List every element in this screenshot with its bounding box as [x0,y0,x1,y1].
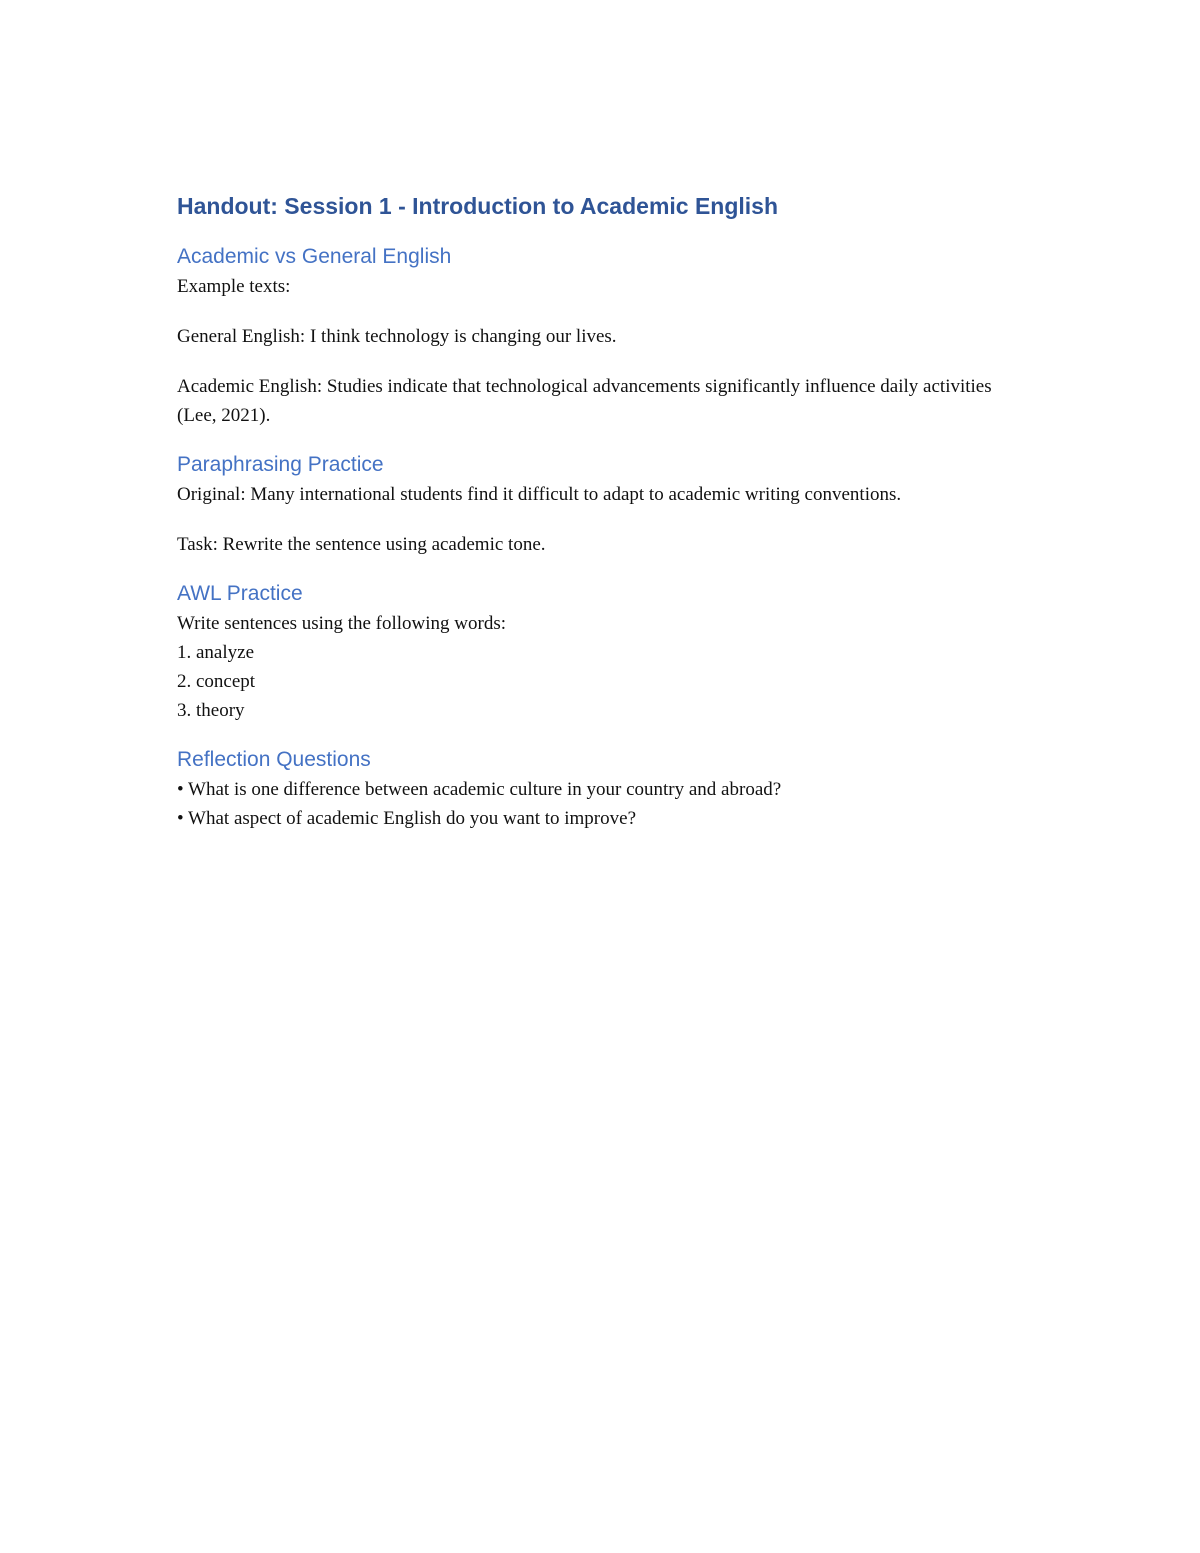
awl-instruction: Write sentences using the following words: [177,613,507,634]
example-texts-intro: Example texts: [177,276,291,297]
section-heading-paraphrasing: Paraphrasing Practice [177,453,384,476]
section-reflection [177,745,1027,833]
document-title: Handout: Session 1 - Introduction to Academic English [177,193,779,219]
section-paraphrasing [177,450,1027,559]
paraphrasing-task: Task: Rewrite the sentence using academic tone. [177,534,546,555]
document-content [177,190,1027,853]
academic-english-example: Academic English: Studies indicate that technological advancements significantly influence daily activities (Lee, 2021). [177,376,992,426]
list-item: 1. analyze [177,642,255,663]
section-heading-academic-vs-general: Academic vs General English [177,245,452,268]
section-awl [177,579,1027,725]
reflection-question-list [177,775,1027,833]
list-item: • What aspect of academic English do you want to improve? [177,808,636,829]
list-item: 2. concept [177,671,256,692]
paraphrasing-original: Original: Many international students find it difficult to adapt to academic writing conventions. [177,484,902,505]
list-item: 3. theory [177,700,245,721]
section-heading-reflection: Reflection Questions [177,748,371,771]
section-academic-vs-general [177,242,1027,430]
section-heading-awl: AWL Practice [177,582,303,605]
general-english-example: General English: I think technology is changing our lives. [177,326,617,347]
list-item: • What is one difference between academic culture in your country and abroad? [177,779,782,800]
awl-word-list [177,638,1027,725]
